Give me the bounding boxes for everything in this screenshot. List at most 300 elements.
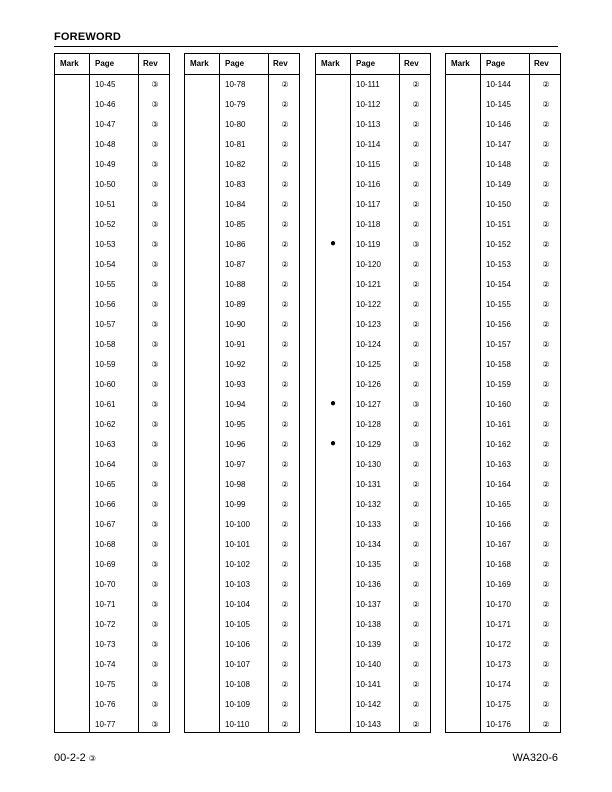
page-number-cell: 10-127 xyxy=(356,400,381,409)
revision-cell: ② xyxy=(542,200,550,209)
table-row xyxy=(446,235,560,255)
revision-cell: ③ xyxy=(151,640,159,649)
page-number-cell: 10-91 xyxy=(225,340,246,349)
table-row xyxy=(316,275,430,295)
page-number-cell: 10-117 xyxy=(356,200,381,209)
revision-cell: ② xyxy=(412,620,420,629)
revision-cell: ② xyxy=(542,220,550,229)
table-row xyxy=(316,395,430,415)
page-number-cell: 10-70 xyxy=(95,580,116,589)
table-row xyxy=(446,515,560,535)
page-number-cell: 10-59 xyxy=(95,360,116,369)
table-row xyxy=(185,535,299,555)
table-row xyxy=(185,255,299,275)
table-row xyxy=(55,235,169,255)
page-number-cell: 10-126 xyxy=(356,380,381,389)
table-row xyxy=(185,415,299,435)
revision-cell: ② xyxy=(412,640,420,649)
page-number-cell: 10-57 xyxy=(95,320,116,329)
revision-cell: ② xyxy=(542,500,550,509)
page-number-cell: 10-77 xyxy=(95,720,116,729)
table-row xyxy=(55,595,169,615)
revision-cell: ② xyxy=(412,280,420,289)
revision-cell: ② xyxy=(412,160,420,169)
table-row xyxy=(316,575,430,595)
table-row xyxy=(185,135,299,155)
table-row xyxy=(446,675,560,695)
revision-cell: ② xyxy=(542,80,550,89)
page-number-cell: 10-56 xyxy=(95,300,116,309)
revision-cell: ② xyxy=(281,660,289,669)
revision-cell: ③ xyxy=(151,200,159,209)
page-number-cell: 10-138 xyxy=(356,620,381,629)
page-number-cell: 10-135 xyxy=(356,560,381,569)
page-number-cell: 10-47 xyxy=(95,120,116,129)
page-number-cell: 10-155 xyxy=(486,300,511,309)
table-header-row xyxy=(446,54,560,75)
table-row xyxy=(185,495,299,515)
revision-cell: ② xyxy=(281,200,289,209)
page-number-cell: 10-153 xyxy=(486,260,511,269)
revision-cell: ② xyxy=(412,120,420,129)
table-row xyxy=(185,235,299,255)
table-row xyxy=(446,495,560,515)
page-number-cell: 10-72 xyxy=(95,620,116,629)
revision-cell: ② xyxy=(542,140,550,149)
table-row xyxy=(55,335,169,355)
revision-mark-bullet: ● xyxy=(329,238,337,249)
table-row xyxy=(55,395,169,415)
revision-cell: ② xyxy=(542,460,550,469)
page-number-cell: 10-104 xyxy=(225,600,250,609)
revision-cell: ③ xyxy=(151,140,159,149)
revision-mark-bullet: ● xyxy=(329,398,337,409)
revision-cell: ② xyxy=(542,120,550,129)
table-row xyxy=(446,695,560,715)
revision-cell: ② xyxy=(542,400,550,409)
page-number-cell: 10-81 xyxy=(225,140,246,149)
page-number-cell: 10-123 xyxy=(356,320,381,329)
revision-cell: ② xyxy=(281,620,289,629)
page-number-cell: 10-116 xyxy=(356,180,381,189)
header-rev: Rev xyxy=(143,59,158,68)
page-number-cell: 10-88 xyxy=(225,280,246,289)
table-row xyxy=(446,375,560,395)
page-number-cell: 10-173 xyxy=(486,660,511,669)
table-row xyxy=(446,455,560,475)
page-number-cell: 10-150 xyxy=(486,200,511,209)
table-row xyxy=(185,75,299,95)
header-rev: Rev xyxy=(404,59,419,68)
revision-cell: ② xyxy=(281,260,289,269)
page-number-cell: 10-85 xyxy=(225,220,246,229)
table-row xyxy=(446,715,560,735)
page-number-cell: 10-68 xyxy=(95,540,116,549)
table-row xyxy=(185,195,299,215)
revision-cell: ② xyxy=(412,660,420,669)
table-row xyxy=(55,715,169,735)
table-row xyxy=(316,615,430,635)
page-number-cell: 10-140 xyxy=(356,660,381,669)
revision-cell: ② xyxy=(542,640,550,649)
revision-cell: ② xyxy=(281,680,289,689)
table-row xyxy=(316,95,430,115)
revision-cell: ③ xyxy=(151,180,159,189)
page-number-cell: 10-101 xyxy=(225,540,250,549)
revision-cell: ② xyxy=(281,460,289,469)
table-row xyxy=(55,175,169,195)
table-row xyxy=(55,255,169,275)
page-number-cell: 10-145 xyxy=(486,100,511,109)
revision-cell: ② xyxy=(542,300,550,309)
page-number-cell: 10-84 xyxy=(225,200,246,209)
table-row xyxy=(185,315,299,335)
table-row xyxy=(446,615,560,635)
page-number-cell: 10-83 xyxy=(225,180,246,189)
table-row xyxy=(316,355,430,375)
revision-cell: ② xyxy=(412,200,420,209)
revision-cell: ③ xyxy=(151,600,159,609)
table-row xyxy=(55,95,169,115)
table-row xyxy=(446,315,560,335)
table-row xyxy=(185,335,299,355)
page-number-cell: 10-142 xyxy=(356,700,381,709)
table-row xyxy=(55,495,169,515)
page-number-cell: 10-62 xyxy=(95,420,116,429)
table-row xyxy=(55,515,169,535)
revision-cell: ② xyxy=(281,540,289,549)
table-row xyxy=(446,575,560,595)
page-title: FOREWORD xyxy=(54,31,121,43)
revision-cell: ③ xyxy=(412,440,420,449)
table-row xyxy=(446,75,560,95)
revision-cell: ② xyxy=(281,340,289,349)
page-number-cell: 10-64 xyxy=(95,460,116,469)
table-row xyxy=(185,635,299,655)
table-row xyxy=(316,675,430,695)
page-number-cell: 10-54 xyxy=(95,260,116,269)
table-row xyxy=(316,375,430,395)
footer-model: WA320-6 xyxy=(512,752,558,764)
table-row xyxy=(316,295,430,315)
page-number-cell: 10-170 xyxy=(486,600,511,609)
page-number-cell: 10-139 xyxy=(356,640,381,649)
table-row xyxy=(55,415,169,435)
revision-cell: ② xyxy=(412,720,420,729)
revision-cell: ② xyxy=(542,440,550,449)
page-number-cell: 10-164 xyxy=(486,480,511,489)
revision-cell: ② xyxy=(412,80,420,89)
page-number-cell: 10-134 xyxy=(356,540,381,549)
page-number-cell: 10-136 xyxy=(356,580,381,589)
revision-cell: ② xyxy=(412,680,420,689)
table-row xyxy=(446,295,560,315)
table-row xyxy=(446,115,560,135)
table-row xyxy=(55,635,169,655)
page-number-cell: 10-157 xyxy=(486,340,511,349)
table-row xyxy=(185,95,299,115)
table-row xyxy=(55,275,169,295)
page-number-cell: 10-48 xyxy=(95,140,116,149)
table-row xyxy=(446,155,560,175)
page-number-cell: 10-69 xyxy=(95,560,116,569)
revision-cell: ② xyxy=(542,580,550,589)
page-number-cell: 10-60 xyxy=(95,380,116,389)
page-number-cell: 10-71 xyxy=(95,600,116,609)
table-row xyxy=(55,115,169,135)
page-number-cell: 10-172 xyxy=(486,640,511,649)
table-row xyxy=(185,595,299,615)
page-number-cell: 10-87 xyxy=(225,260,246,269)
table-row xyxy=(316,135,430,155)
revision-cell: ② xyxy=(542,680,550,689)
page-number-cell: 10-75 xyxy=(95,680,116,689)
table-row xyxy=(316,415,430,435)
revision-cell: ② xyxy=(412,420,420,429)
revision-cell: ② xyxy=(281,160,289,169)
revision-cell: ② xyxy=(542,600,550,609)
table-row xyxy=(185,115,299,135)
table-row xyxy=(446,275,560,295)
page-number-cell: 10-130 xyxy=(356,460,381,469)
table-row xyxy=(55,75,169,95)
revision-cell: ③ xyxy=(151,500,159,509)
revision-cell: ② xyxy=(281,720,289,729)
page-number-cell: 10-112 xyxy=(356,100,381,109)
revision-cell: ② xyxy=(412,340,420,349)
table-row xyxy=(446,655,560,675)
page-number-cell: 10-66 xyxy=(95,500,116,509)
revision-table-column-3 xyxy=(315,53,431,733)
page-number-cell: 10-79 xyxy=(225,100,246,109)
table-row xyxy=(55,655,169,675)
page-number-cell: 10-113 xyxy=(356,120,381,129)
revision-cell: ③ xyxy=(151,560,159,569)
revision-cell: ③ xyxy=(151,380,159,389)
page-number-cell: 10-50 xyxy=(95,180,116,189)
revision-cell: ② xyxy=(542,280,550,289)
table-row xyxy=(185,175,299,195)
page-number-cell: 10-131 xyxy=(356,480,381,489)
revision-cell: ③ xyxy=(151,260,159,269)
revision-cell: ② xyxy=(281,640,289,649)
page-number-cell: 10-146 xyxy=(486,120,511,129)
page-number-cell: 10-141 xyxy=(356,680,381,689)
table-row xyxy=(316,175,430,195)
revision-cell: ② xyxy=(281,300,289,309)
revision-cell: ② xyxy=(412,560,420,569)
page-number-cell: 10-94 xyxy=(225,400,246,409)
page-number-cell: 10-121 xyxy=(356,280,381,289)
revision-cell: ② xyxy=(281,360,289,369)
page-number-cell: 10-148 xyxy=(486,160,511,169)
revision-cell: ② xyxy=(542,520,550,529)
revision-cell: ② xyxy=(542,480,550,489)
revision-cell: ② xyxy=(412,100,420,109)
page-number-cell: 10-45 xyxy=(95,80,116,89)
revision-cell: ② xyxy=(542,660,550,669)
revision-cell: ③ xyxy=(151,440,159,449)
revision-table-column-2 xyxy=(184,53,300,733)
revision-table-column-1 xyxy=(54,53,170,733)
table-row xyxy=(316,195,430,215)
page-number-cell: 10-115 xyxy=(356,160,381,169)
revision-cell: ② xyxy=(281,580,289,589)
page-number-cell: 10-143 xyxy=(356,720,381,729)
header-mark: Mark xyxy=(321,59,340,68)
revision-cell: ② xyxy=(412,320,420,329)
revision-cell: ② xyxy=(542,340,550,349)
page-number-cell: 10-58 xyxy=(95,340,116,349)
revision-cell: ② xyxy=(412,600,420,609)
revision-cell: ② xyxy=(281,320,289,329)
page-number-cell: 10-51 xyxy=(95,200,116,209)
page-number-cell: 10-128 xyxy=(356,420,381,429)
page-number-cell: 10-93 xyxy=(225,380,246,389)
table-row xyxy=(446,435,560,455)
table-row xyxy=(185,695,299,715)
revision-cell: ② xyxy=(281,120,289,129)
page-number-cell: 10-82 xyxy=(225,160,246,169)
revision-cell: ③ xyxy=(151,220,159,229)
page-number-cell: 10-103 xyxy=(225,580,250,589)
table-row xyxy=(55,155,169,175)
table-row xyxy=(446,215,560,235)
revision-cell: ② xyxy=(412,520,420,529)
revision-cell: ③ xyxy=(151,680,159,689)
table-row xyxy=(446,175,560,195)
revision-mark-bullet: ● xyxy=(329,438,337,449)
table-row xyxy=(55,675,169,695)
page-number-cell: 10-147 xyxy=(486,140,511,149)
table-row xyxy=(316,535,430,555)
table-header-row xyxy=(316,54,430,75)
revision-cell: ② xyxy=(542,360,550,369)
page-number-cell: 10-171 xyxy=(486,620,511,629)
table-row xyxy=(185,395,299,415)
revision-cell: ② xyxy=(542,320,550,329)
revision-table-column-4 xyxy=(445,53,561,733)
revision-cell: ② xyxy=(542,560,550,569)
table-row xyxy=(446,195,560,215)
revision-cell: ③ xyxy=(151,320,159,329)
page-number-cell: 10-120 xyxy=(356,260,381,269)
table-row xyxy=(316,155,430,175)
page-number-cell: 10-107 xyxy=(225,660,250,669)
header-page: Page xyxy=(225,59,245,68)
table-row xyxy=(446,255,560,275)
page-number-cell: 10-174 xyxy=(486,680,511,689)
page-number-cell: 10-160 xyxy=(486,400,511,409)
table-row xyxy=(185,715,299,735)
revision-cell: ② xyxy=(281,100,289,109)
page-number-cell: 10-52 xyxy=(95,220,116,229)
table-row xyxy=(446,335,560,355)
table-row xyxy=(55,375,169,395)
revision-cell: ② xyxy=(281,520,289,529)
revision-cell: ② xyxy=(281,560,289,569)
revision-cell: ② xyxy=(412,220,420,229)
page-number-cell: 10-109 xyxy=(225,700,250,709)
table-row xyxy=(185,555,299,575)
revision-cell: ③ xyxy=(151,160,159,169)
page-number-cell: 10-78 xyxy=(225,80,246,89)
page-number-cell: 10-133 xyxy=(356,520,381,529)
revision-cell: ② xyxy=(281,220,289,229)
page-number-cell: 10-132 xyxy=(356,500,381,509)
page-number-cell: 10-165 xyxy=(486,500,511,509)
table-row xyxy=(185,475,299,495)
table-row xyxy=(185,575,299,595)
table-row xyxy=(316,555,430,575)
table-row xyxy=(446,415,560,435)
table-row xyxy=(185,155,299,175)
revision-cell: ③ xyxy=(151,80,159,89)
table-row xyxy=(55,215,169,235)
page-number-cell: 10-137 xyxy=(356,600,381,609)
revision-cell: ② xyxy=(281,500,289,509)
table-row xyxy=(185,615,299,635)
revision-cell: ② xyxy=(412,260,420,269)
header-page: Page xyxy=(95,59,115,68)
page-number-cell: 10-129 xyxy=(356,440,381,449)
page-number-cell: 10-175 xyxy=(486,700,511,709)
page-number-cell: 10-122 xyxy=(356,300,381,309)
table-row xyxy=(446,635,560,655)
revision-cell: ② xyxy=(281,80,289,89)
table-row xyxy=(446,555,560,575)
table-row xyxy=(185,275,299,295)
revision-cell: ③ xyxy=(151,660,159,669)
table-row xyxy=(316,435,430,455)
revision-cell: ③ xyxy=(151,240,159,249)
revision-cell: ② xyxy=(412,580,420,589)
revision-cell: ② xyxy=(412,380,420,389)
table-row xyxy=(446,595,560,615)
page-number-cell: 10-124 xyxy=(356,340,381,349)
header-rev: Rev xyxy=(534,59,549,68)
page-number-cell: 10-110 xyxy=(225,720,250,729)
revision-cell: ③ xyxy=(151,620,159,629)
revision-cell: ③ xyxy=(151,720,159,729)
revision-cell: ② xyxy=(281,480,289,489)
table-row xyxy=(316,515,430,535)
revision-cell: ③ xyxy=(151,460,159,469)
table-row xyxy=(316,235,430,255)
revision-cell: ② xyxy=(542,180,550,189)
revision-cell: ② xyxy=(542,380,550,389)
page-number-cell: 10-118 xyxy=(356,220,381,229)
revision-cell: ③ xyxy=(151,480,159,489)
table-row xyxy=(316,335,430,355)
revision-cell: ② xyxy=(281,240,289,249)
table-row xyxy=(55,355,169,375)
revision-cell: ② xyxy=(542,240,550,249)
page-number-cell: 10-144 xyxy=(486,80,511,89)
table-row xyxy=(316,715,430,735)
table-row xyxy=(185,355,299,375)
table-row xyxy=(316,115,430,135)
revision-cell: ② xyxy=(542,720,550,729)
page-number-cell: 10-80 xyxy=(225,120,246,129)
page-number-cell: 10-63 xyxy=(95,440,116,449)
table-row xyxy=(446,475,560,495)
table-row xyxy=(316,475,430,495)
table-row xyxy=(316,215,430,235)
page-number-cell: 10-53 xyxy=(95,240,116,249)
table-row xyxy=(55,135,169,155)
table-header-row xyxy=(55,54,169,75)
